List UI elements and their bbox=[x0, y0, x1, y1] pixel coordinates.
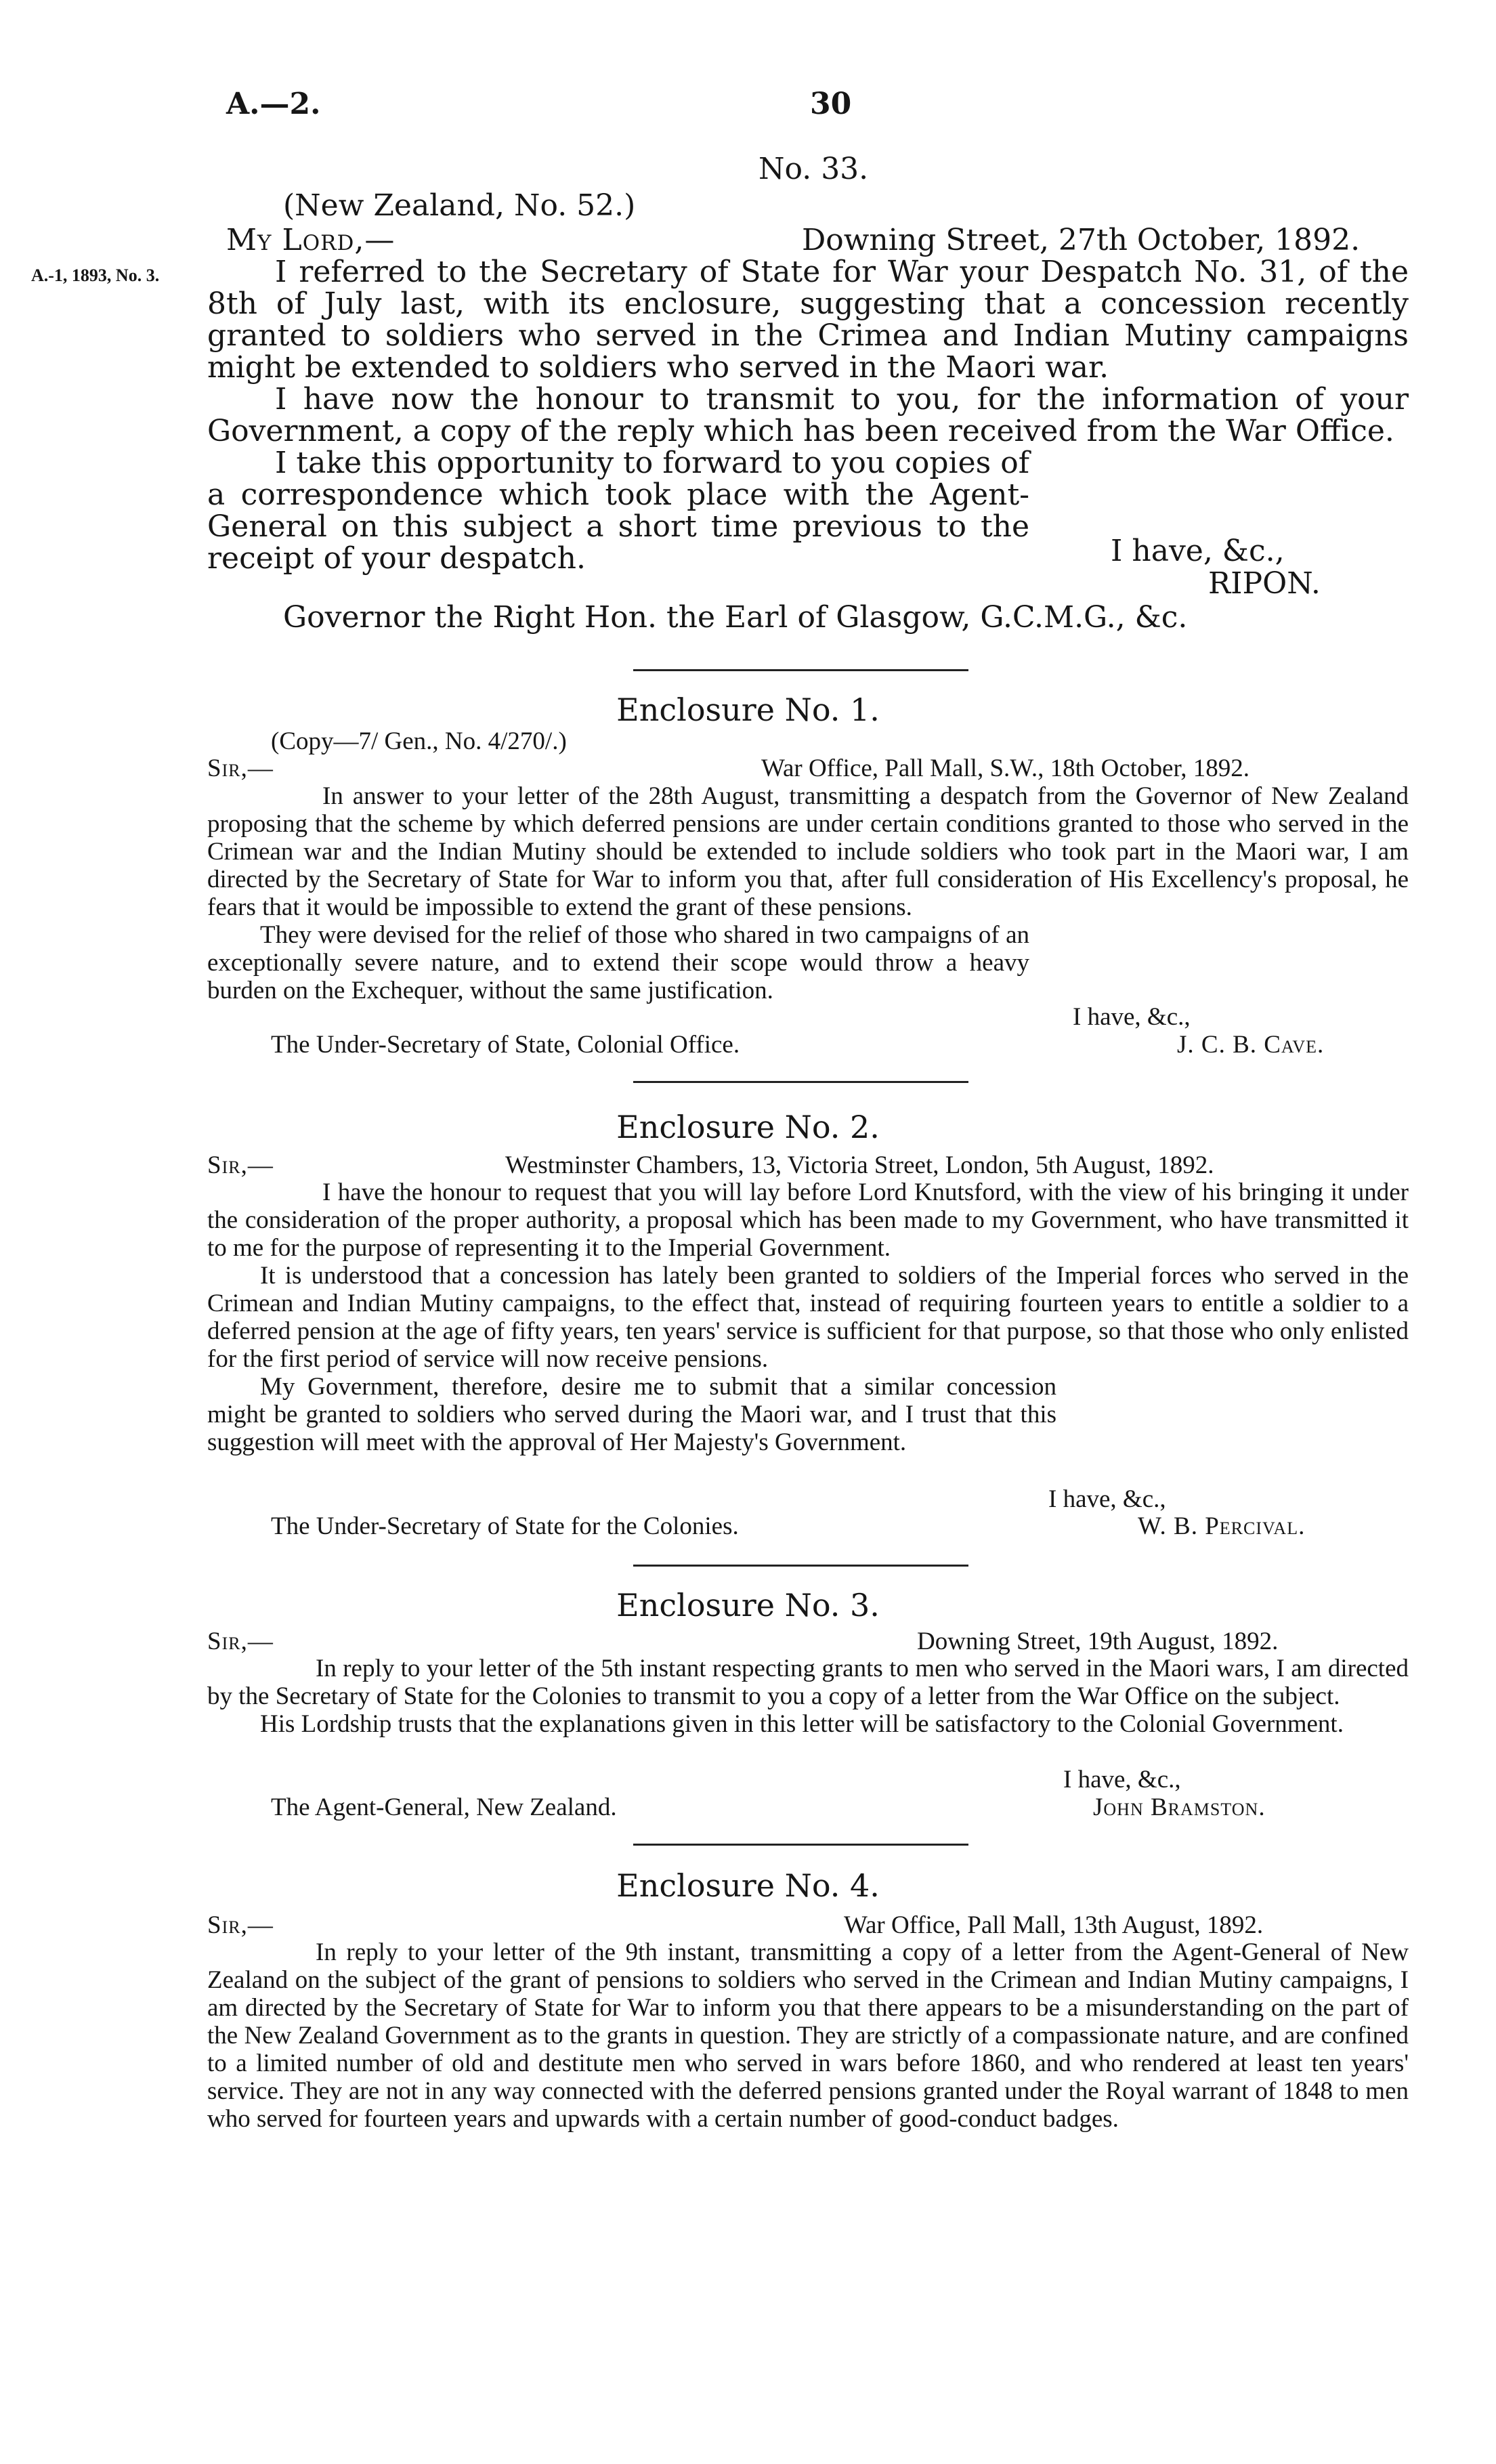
margin-note: A.-1, 1893, No. 3. bbox=[31, 265, 160, 285]
enclosure-2-title: Enclosure No. 2. bbox=[616, 1109, 880, 1145]
divider bbox=[633, 1081, 968, 1083]
enclosure-2-body bbox=[207, 1178, 1409, 1456]
enclosure-3-place-date: Downing Street, 19th August, 1892. bbox=[917, 1628, 1279, 1655]
page-number: 30 bbox=[810, 87, 852, 121]
despatch-closing: I have, &c., bbox=[1111, 534, 1285, 568]
enclosure-3-paragraph: His Lordship trusts that the explanations given in this letter will be satisfactory to the Colonial Government. bbox=[260, 1710, 1344, 1738]
enclosure-2-closing: I have, &c., bbox=[1048, 1485, 1166, 1513]
despatch-paragraph: I take this opportunity to forward to you copies of a correspondence which took place with the Agent-General on this subject a short time previous to the receipt of your despatch. bbox=[207, 446, 1029, 576]
enclosure-2-paragraph: It is understood that a concession has lately been granted to soldiers of the Imperial forces who served in the Crimean and Indian Mutiny campaigns, to the effect that, instead of requiring fourteen years to entitle a soldier to a deferred pension at the age of fifty years, ten years' service is sufficient for that purpose, so that those who only enlisted for the first period of service will now receive pensions. bbox=[207, 1262, 1409, 1373]
despatch-number: No. 33. bbox=[758, 152, 869, 186]
despatch-paragraph: I referred to the Secretary of State for War your Despatch No. 31, of the 8th of July last, with its enclosure, suggesting that a concession recently granted to soldiers who served in the Crimea and Indian Mutiny campaigns might be extended to soldiers who served in the Maori war. bbox=[207, 255, 1409, 385]
enclosure-1-place-date: War Office, Pall Mall, S.W., 18th October, 1892. bbox=[761, 755, 1250, 782]
enclosure-3-salutation: Sir,— bbox=[207, 1628, 274, 1655]
divider bbox=[633, 1565, 968, 1567]
enclosure-2-signature: W. B. Percival. bbox=[1138, 1512, 1306, 1540]
enclosure-3-addressee: The Agent-General, New Zealand. bbox=[271, 1793, 617, 1821]
enclosure-4-salutation: Sir,— bbox=[207, 1911, 274, 1939]
enclosure-1-addressee: The Under-Secretary of State, Colonial Office. bbox=[271, 1031, 740, 1059]
enclosure-4-place-date: War Office, Pall Mall, 13th August, 1892. bbox=[844, 1911, 1264, 1939]
enclosure-1-body bbox=[207, 782, 1409, 1004]
enclosure-4-paragraph: In reply to your letter of the 9th instant, transmitting a copy of a letter from the Agent-General of New Zealand on the subject of the grant of pensions to soldiers who served in the Crimean and Indian Mutiny campaigns, I am directed by the Secretary of State for War to inform you that there appears to be a misunderstanding on the part of the New Zealand Government as to the grants in question. They are strictly of a compassionate nature, and are confined to a limited number of old and destitute men who served in wars before 1860, and who rendered at least ten years' service. They are not in any way connected with the deferred pensions granted under the Royal warrant of 1848 to men who served for fourteen years and upwards with a certain number of good-conduct badges. bbox=[207, 1938, 1409, 2133]
enclosure-2-place-date: Westminster Chambers, 13, Victoria Street, London, 5th August, 1892. bbox=[505, 1151, 1214, 1179]
enclosure-2-addressee: The Under-Secretary of State for the Colonies. bbox=[271, 1512, 739, 1540]
enclosure-1-paragraph: In answer to your letter of the 28th August, transmitting a despatch from the Governor of New Zealand proposing that the scheme by which deferred pensions are under certain conditions granted to those who served in the Crimean war and the Indian Mutiny should be extended to include soldiers who took part in the Maori war, I am directed by the Secretary of State for War to inform you that, after full consideration of His Excellency's proposal, he fears that it would be impossible to extend the grant of these pensions. bbox=[207, 782, 1409, 921]
despatch-paragraph: I have now the honour to transmit to you, for the information of your Government, a copy of the reply which has been received from the War Office. bbox=[207, 382, 1409, 448]
enclosure-1-closing: I have, &c., bbox=[1073, 1003, 1191, 1031]
enclosure-3-title: Enclosure No. 3. bbox=[616, 1587, 880, 1623]
despatch-body bbox=[207, 256, 1409, 574]
enclosure-4-title: Enclosure No. 4. bbox=[616, 1867, 880, 1904]
enclosure-3-closing: I have, &c., bbox=[1063, 1766, 1181, 1793]
despatch-addressee: Governor the Right Hon. the Earl of Glasgow, G.C.M.G., &c. bbox=[283, 600, 1188, 635]
enclosure-3-body bbox=[207, 1655, 1409, 1738]
enclosure-3-paragraph: In reply to your letter of the 5th instant respecting grants to men who served in the Maori wars, I am directed by the Secretary of State for the Colonies to transmit to you a copy of a letter from the War Office on the subject. bbox=[207, 1655, 1409, 1710]
enclosure-1-paragraph: They were devised for the relief of those who shared in two campaigns of an exceptionally severe nature, and to extend their scope would throw a heavy burden on the Exchequer, without the same justification. bbox=[207, 921, 1029, 1004]
enclosure-3-signature: John Bramston. bbox=[1093, 1793, 1266, 1821]
enclosure-2-salutation: Sir,— bbox=[207, 1151, 274, 1179]
enclosure-1-signature: J. C. B. Cave. bbox=[1177, 1031, 1325, 1059]
despatch-place-date: Downing Street, 27th October, 1892. bbox=[802, 223, 1361, 257]
divider bbox=[633, 669, 968, 671]
despatch-salutation: My Lord,— bbox=[226, 223, 396, 257]
series-header: A.—2. bbox=[226, 87, 321, 121]
enclosure-2-paragraph: My Government, therefore, desire me to submit that a similar concession might be granted to soldiers who served during the Maori war, and I trust that this suggestion will meet with the approval of Her Majesty's Government. bbox=[207, 1373, 1056, 1456]
divider bbox=[633, 1844, 968, 1846]
enclosure-1-salutation: Sir,— bbox=[207, 755, 274, 782]
despatch-reference: (New Zealand, No. 52.) bbox=[283, 188, 636, 223]
enclosure-1-title: Enclosure No. 1. bbox=[616, 692, 880, 728]
enclosure-2-paragraph: I have the honour to request that you will lay before Lord Knutsford, with the view of his bringing it under the consideration of the proper authority, a proposal which has been made to my Government, who have transmitted it to me for the purpose of representing it to the Imperial Government. bbox=[207, 1178, 1409, 1262]
enclosure-1-reference: (Copy—7/ Gen., No. 4/270/.) bbox=[271, 727, 567, 755]
enclosure-4-body bbox=[207, 1938, 1409, 2133]
despatch-signature: RIPON. bbox=[1208, 566, 1321, 601]
